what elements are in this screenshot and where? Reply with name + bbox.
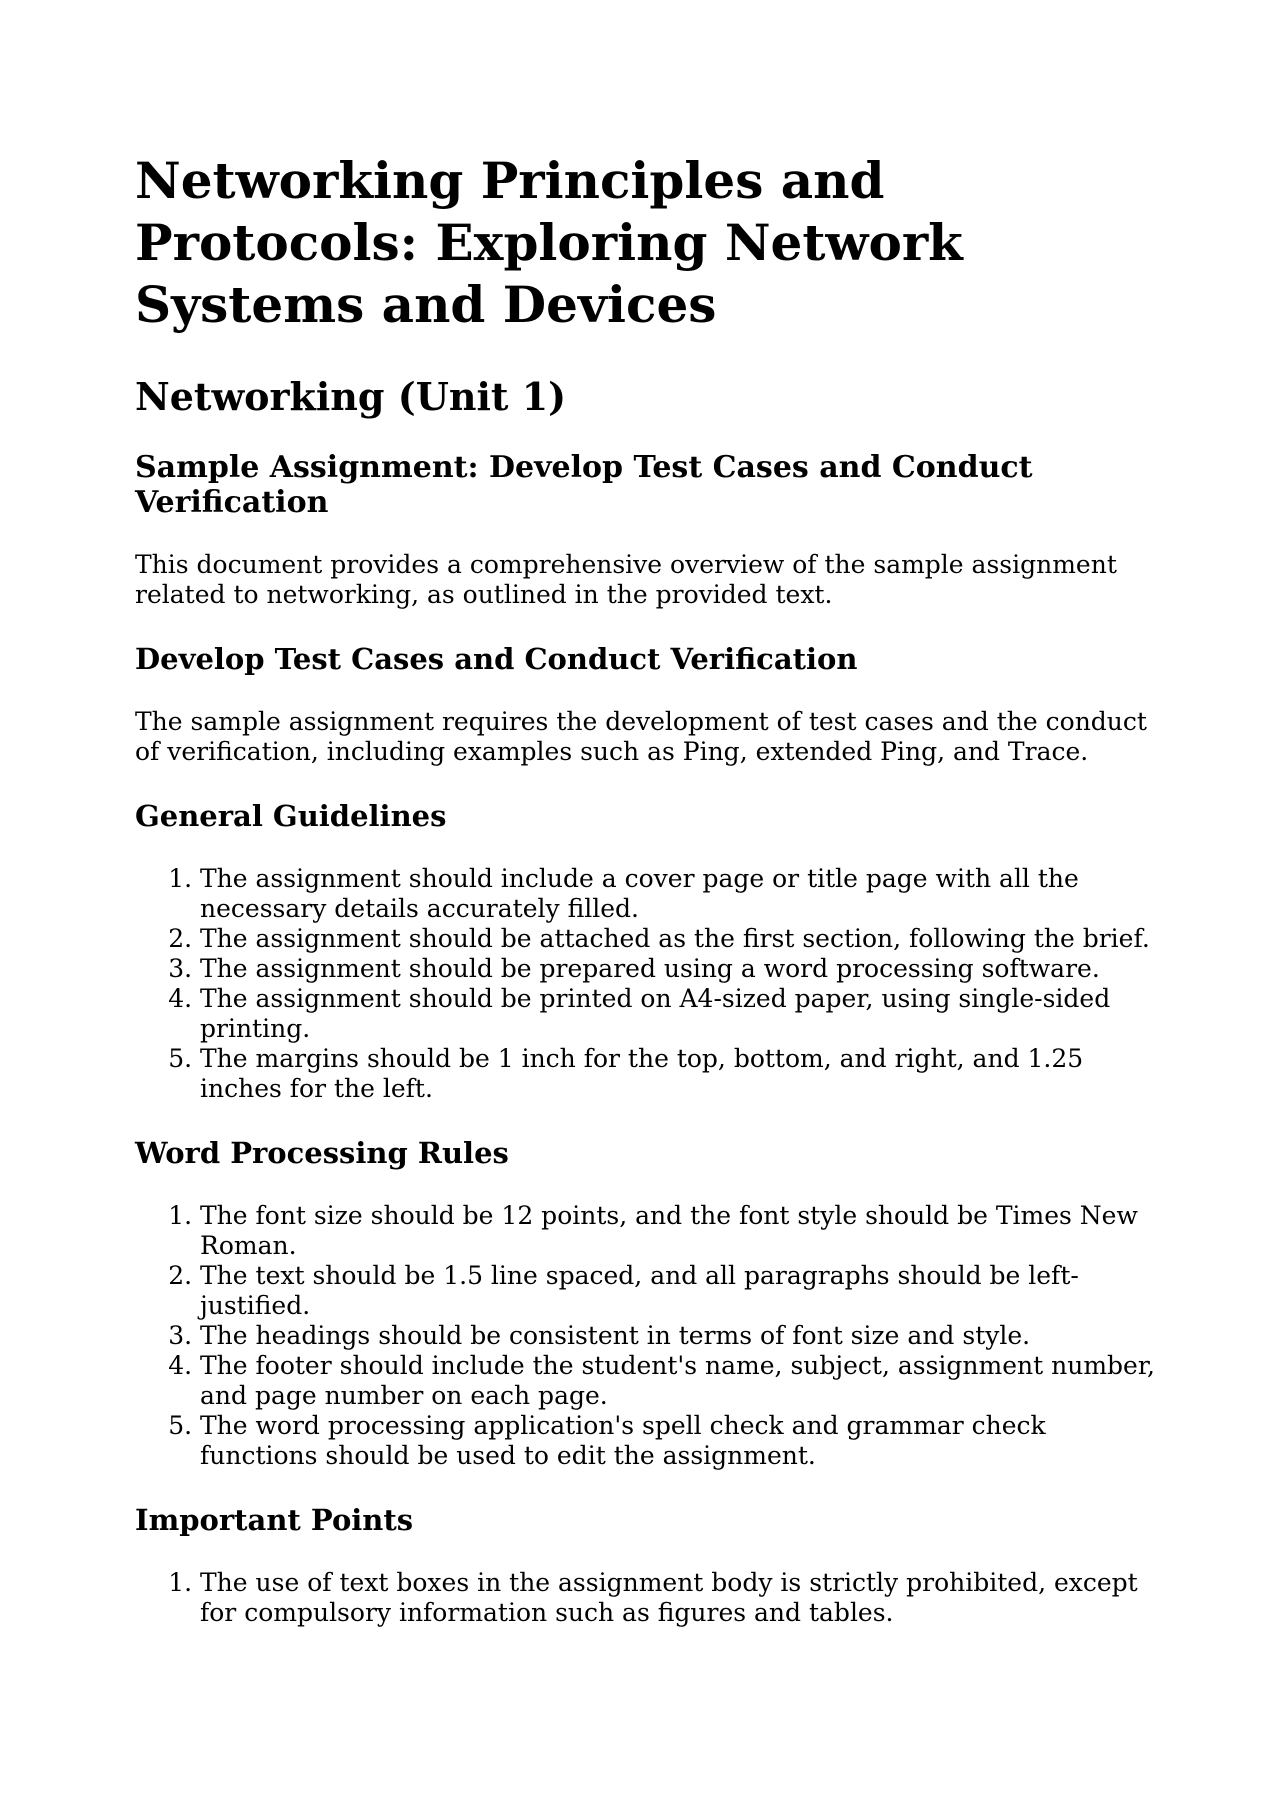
list-item: 3. The assignment should be prepared using a word processing software. bbox=[200, 954, 1155, 984]
document-title: Networking Principles and Protocols: Exploring Network Systems and Devices bbox=[135, 151, 963, 334]
list-item: 1. The use of text boxes in the assignment body is strictly prohibited, except for compulsory information such as figures and tables. bbox=[200, 1568, 1155, 1628]
important-points-list bbox=[135, 1568, 1155, 1628]
list-item: 3. The headings should be consistent in terms of font size and style. bbox=[200, 1321, 1155, 1351]
section-heading: General Guidelines bbox=[135, 799, 447, 833]
section-paragraph: The sample assignment requires the development of test cases and the conduct of verification, including examples such as Ping, extended Ping, and Trace. bbox=[135, 707, 1147, 766]
document-page bbox=[135, 150, 1155, 1660]
list-item: 1. The font size should be 12 points, and the font style should be Times New Roman. bbox=[200, 1201, 1155, 1261]
list-item: 4. The assignment should be printed on A4-sized paper, using single-sided printing. bbox=[200, 984, 1155, 1044]
unit-heading: Networking (Unit 1) bbox=[135, 374, 567, 419]
list-item: 1. The assignment should include a cover page or title page with all the necessary details accurately filled. bbox=[200, 864, 1155, 924]
intro-paragraph: This document provides a comprehensive overview of the sample assignment related to networking, as outlined in the provided text. bbox=[135, 550, 1117, 609]
section-important-points bbox=[135, 1503, 1155, 1628]
list-item: 2. The assignment should be attached as the first section, following the brief. bbox=[200, 924, 1155, 954]
section-heading: Word Processing Rules bbox=[135, 1136, 509, 1170]
rules-list bbox=[135, 1201, 1155, 1471]
list-item: 5. The margins should be 1 inch for the top, bottom, and right, and 1.25 inches for the left. bbox=[200, 1044, 1155, 1104]
guidelines-list bbox=[135, 864, 1155, 1104]
list-item: 2. The text should be 1.5 line spaced, and all paragraphs should be left-justified. bbox=[200, 1261, 1155, 1321]
assignment-heading: Sample Assignment: Develop Test Cases and Conduct Verification bbox=[135, 450, 1033, 520]
section-word-processing-rules bbox=[135, 1136, 1155, 1471]
section-heading: Develop Test Cases and Conduct Verification bbox=[135, 642, 858, 676]
list-item: 5. The word processing application's spell check and grammar check functions should be used to edit the assignment. bbox=[200, 1411, 1155, 1471]
section-general-guidelines bbox=[135, 799, 1155, 1104]
list-item: 4. The footer should include the student's name, subject, assignment number, and page number on each page. bbox=[200, 1351, 1155, 1411]
section-heading: Important Points bbox=[135, 1503, 414, 1537]
section-test-cases bbox=[135, 642, 1155, 767]
